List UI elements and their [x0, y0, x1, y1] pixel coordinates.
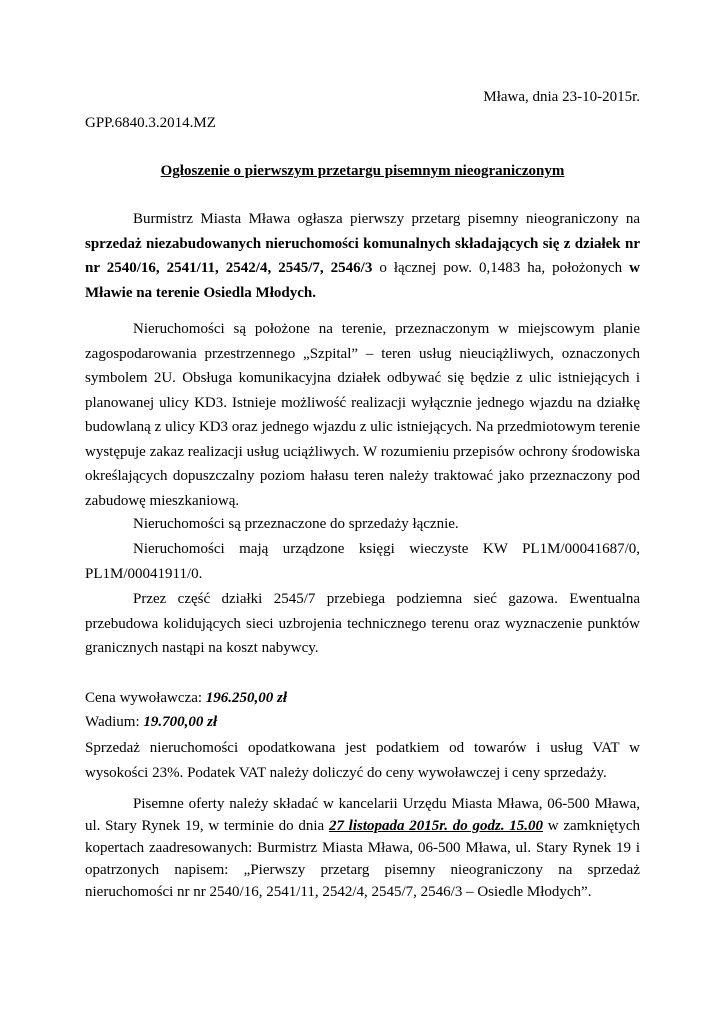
intro-text-2: o łącznej pow. 0,1483 ha, położonych — [372, 260, 630, 276]
offers-paragraph — [85, 793, 640, 903]
intro-text-1: Burmistrz Miasta Mława ogłasza pierwszy przetarg pisemny nieograniczony na — [133, 211, 640, 227]
joint-sale-paragraph: Nieruchomości są przeznaczone do sprzedaży łącznie. — [133, 516, 459, 532]
deposit-value: 19.700,00 zł — [143, 714, 218, 730]
price-value: 196.250,00 zł — [205, 690, 288, 706]
price-label: Cena wywoławcza: — [85, 690, 206, 706]
document-title: Ogłoszenie o pierwszym przetargu pisemnym nieograniczonym — [160, 163, 565, 179]
deposit-line — [85, 710, 640, 735]
intro-bold-2: w Mławie na terenie Osiedla Młodych. — [85, 260, 640, 301]
intro-paragraph — [85, 207, 640, 305]
offers-text-2: w zamkniętych kopertach zaadresowanych: Burmistrz Miasta Mława, 06-500 Mława, ul. Stary Rynek 19 i opatrzonych napisem: „Pierwszy przetarg pisemny nieograniczony na sprzedaż nieruchomości nr nr 2540/16, 2541/11, 2542/4, 2545/7, 2546/3 – Osiedle Młodych”. — [85, 818, 641, 900]
description-paragraph: Nieruchomości są położone na terenie, przeznaczonym w miejscowym planie zagospodarowania przestrzennego „Szpital” – teren usług nieuciążliwych, oznaczonych symbolem 2U. Obsługa komunikacyjna działek odbywać się będzie z ulic istniejących i planowanej ulicy KD3. Istnieje możliwość realizacji wyłącznie jednego wjazdu na działkę budowlaną z ulicy KD3 oraz jednego wjazdu z ulic istniejących. Na przedmiotowym terenie występuje zakaz realizacji usług uciążliwych. W rozumieniu przepisów ochrony środowiska określających dopuszczalny poziom hałasu teren należy traktować jako przeznaczony pod zabudowę mieszkaniową. — [85, 321, 640, 509]
land-register-paragraph: Nieruchomości mają urządzone księgi wieczyste KW PL1M/00041687/0, PL1M/00041911/0. — [85, 541, 640, 582]
price-line — [85, 686, 640, 711]
place-date: Mława, dnia 23-10-2015r. — [483, 89, 640, 105]
reference-number: GPP.6840.3.2014.MZ — [85, 115, 216, 131]
deposit-label: Wadium: — [85, 714, 144, 730]
vat-paragraph: Sprzedaż nieruchomości opodatkowana jest podatkiem od towarów i usług VAT w wysokości 23%. Podatek VAT należy doliczyć do ceny wywoławczej i ceny sprzedaży. — [85, 740, 640, 781]
offers-deadline: 27 listopada 2015r. do godz. 15.00 — [328, 818, 544, 834]
intro-bold-1: sprzedaż niezabudowanych nieruchomości komunalnych składających się z działek nr nr 2540/16, 2541/11, 2542/4, 2545/7, 2546/3 — [85, 235, 640, 276]
offers-text-1: Pisemne oferty należy składać w kancelarii Urzędu Miasta Mława, 06-500 Mława, ul. Stary Rynek 19, w terminie do dnia — [85, 796, 640, 834]
gas-network-paragraph: Przez część działki 2545/7 przebiega podziemna sieć gazowa. Ewentualna przebudowa kolidujących sieci uzbrojenia technicznego terenu oraz wyznaczenie punktów granicznych nastąpi na koszt nabywcy. — [85, 591, 640, 656]
